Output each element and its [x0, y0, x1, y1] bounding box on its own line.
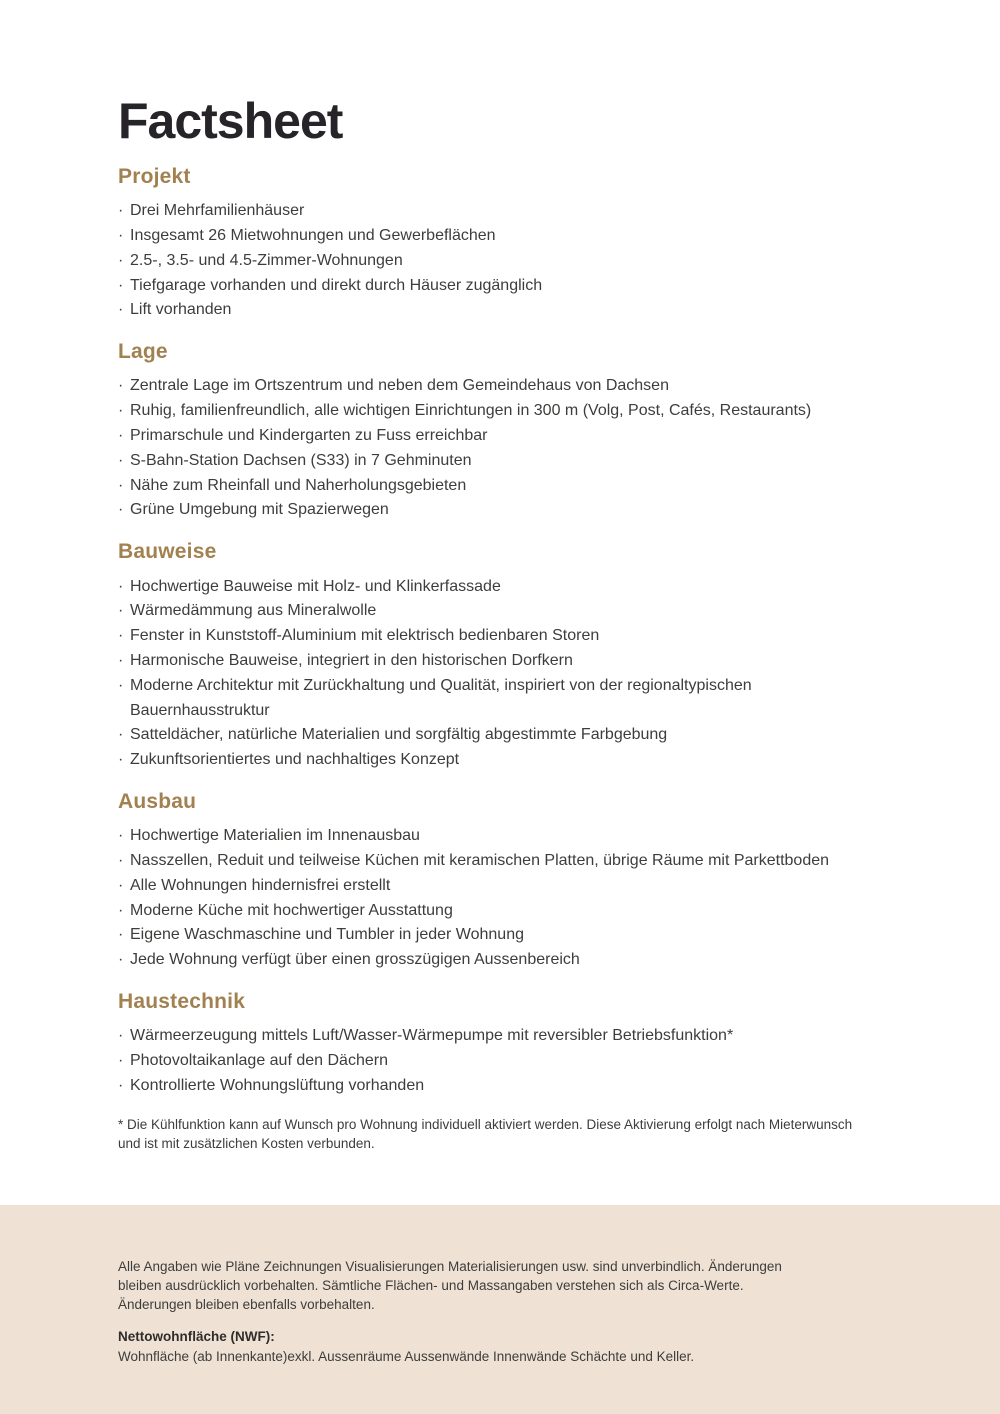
factsheet-section: [118, 789, 882, 973]
factsheet-section: [118, 539, 882, 773]
bullet-item: · Alle Wohnungen hindernisfrei erstellt: [118, 874, 882, 899]
bullet-item: · Lift vorhanden: [118, 298, 882, 323]
factsheet-section: [118, 164, 882, 323]
section-heading: Projekt: [118, 165, 191, 188]
bullet-item: · Ruhig, familienfreundlich, alle wichtigen Einrichtungen in 300 m (Volg, Post, Cafés, Restaurants): [118, 399, 882, 424]
bullet-item: · Hochwertige Bauweise mit Holz- und Klinkerfassade: [118, 575, 882, 600]
bullet-item: · Jede Wohnung verfügt über einen grosszügigen Aussenbereich: [118, 948, 882, 973]
bullet-item: · Nähe zum Rheinfall und Naherholungsgebieten: [118, 474, 882, 499]
bullet-item: · Hochwertige Materialien im Innenausbau: [118, 824, 882, 849]
section-heading: Lage: [118, 340, 168, 364]
bullet-item: · Fenster in Kunststoff-Aluminium mit elektrisch bedienbaren Storen: [118, 624, 882, 649]
bullet-item: · Harmonische Bauweise, integriert in den historischen Dorfkern: [118, 649, 882, 674]
bullet-item: · Satteldächer, natürliche Materialien und sorgfältig abgestimmte Farbgebung: [118, 723, 882, 748]
bullet-item: · Drei Mehrfamilienhäuser: [118, 199, 882, 224]
bullet-item: · Moderne Küche mit hochwertiger Ausstattung: [118, 899, 882, 924]
bullet-item: · 2.5-, 3.5- und 4.5-Zimmer-Wohnungen: [118, 249, 882, 274]
section-list: [118, 824, 882, 973]
bullet-item: · Zukunftsorientiertes und nachhaltiges Konzept: [118, 748, 882, 773]
bullet-item: · S-Bahn-Station Dachsen (S33) in 7 Gehminuten: [118, 449, 882, 474]
section-list: [118, 1024, 882, 1098]
bullet-item: · Photovoltaikanlage auf den Dächern: [118, 1049, 882, 1074]
bullet-item: · Eigene Waschmaschine und Tumbler in jeder Wohnung: [118, 923, 882, 948]
bullet-item: · Wärmeerzeugung mittels Luft/Wasser-Wärmepumpe mit reversibler Betriebsfunktion*: [118, 1024, 882, 1049]
bullet-item: · Moderne Architektur mit Zurückhaltung und Qualität, inspiriert von der regionaltypischen Bauernhausstruktur: [118, 674, 882, 724]
page-title: Factsheet: [118, 93, 343, 149]
footer-band: [0, 1205, 1000, 1414]
section-heading: Haustechnik: [118, 989, 246, 1013]
bullet-item: · Primarschule und Kindergarten zu Fuss erreichbar: [118, 424, 882, 449]
bullet-item: · Grüne Umgebung mit Spazierwegen: [118, 498, 882, 523]
sections: [118, 164, 882, 1099]
bullet-item: · Tiefgarage vorhanden und direkt durch Häuser zugänglich: [118, 274, 882, 299]
disclaimer-text: Alle Angaben wie Pläne Zeichnungen Visualisierungen Materialisierungen usw. sind unverbindlich. Änderungen bleiben ausdrücklich vorbehalten. Sämtliche Flächen- und Massangaben verstehen sich als Circa-Werte. Änderungen bleiben ebenfalls vorbehalten.: [118, 1259, 782, 1313]
nwf-text: Wohnfläche (ab Innenkante)exkl. Aussenräume Aussenwände Innenwände Schächte und Keller.: [118, 1348, 695, 1364]
factsheet-section: [118, 339, 882, 523]
bullet-item: · Insgesamt 26 Mietwohnungen und Gewerbeflächen: [118, 224, 882, 249]
bullet-item: · Nasszellen, Reduit und teilweise Küchen mit keramischen Platten, übrige Räume mit Parkettboden: [118, 849, 882, 874]
footnote: * Die Kühlfunktion kann auf Wunsch pro Wohnung individuell aktiviert werden. Diese Aktivierung erfolgt nach Mieterwunsch und ist mit zusätzlichen Kosten verbunden.: [118, 1116, 853, 1152]
nwf-label: Nettowohnfläche (NWF):: [118, 1329, 275, 1345]
section-heading: Bauweise: [118, 540, 217, 564]
section-heading: Ausbau: [118, 789, 197, 813]
section-list: [118, 199, 882, 323]
section-list: [118, 575, 882, 773]
section-list: [118, 374, 882, 523]
bullet-item: · Wärmedämmung aus Mineralwolle: [118, 599, 882, 624]
bullet-item: · Kontrollierte Wohnungslüftung vorhanden: [118, 1074, 882, 1099]
factsheet-section: [118, 989, 882, 1099]
bullet-item: · Zentrale Lage im Ortszentrum und neben dem Gemeindehaus von Dachsen: [118, 374, 882, 399]
